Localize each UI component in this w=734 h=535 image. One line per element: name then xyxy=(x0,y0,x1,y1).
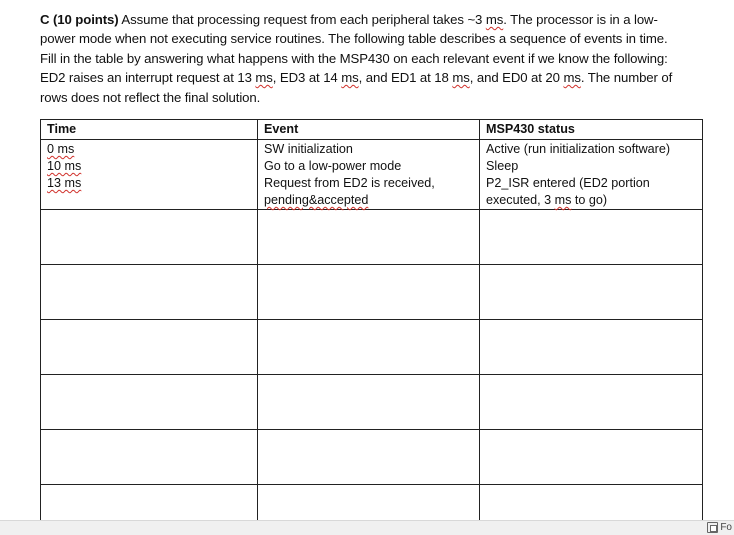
cell-event[interactable]: SW initialization xyxy=(258,140,480,159)
table-row xyxy=(41,175,703,210)
empty-cell[interactable] xyxy=(41,320,258,375)
table-row-empty xyxy=(41,265,703,320)
empty-cell[interactable] xyxy=(480,265,703,320)
bottom-bar xyxy=(0,520,734,535)
table-row xyxy=(41,158,703,175)
empty-cell[interactable] xyxy=(41,375,258,430)
empty-cell[interactable] xyxy=(480,210,703,265)
question-line-2: power mode when not executing service routines. The following table describes a sequence of events in time. xyxy=(40,31,668,47)
question-line-3: Fill in the table by answering what happens with the MSP430 on each relevant event if we know the following: xyxy=(40,50,668,66)
empty-cell[interactable] xyxy=(41,485,258,521)
table-header-row xyxy=(41,120,703,140)
paste-options-button[interactable]: Fo xyxy=(707,522,732,533)
empty-cell[interactable] xyxy=(258,320,480,375)
cell-status[interactable]: P2_ISR entered (ED2 portion executed, 3 ms to go) xyxy=(480,175,703,210)
paste-options-icon xyxy=(707,522,718,533)
header-status: MSP430 status xyxy=(480,120,703,140)
cell-time[interactable]: 10 ms xyxy=(41,158,258,175)
empty-cell[interactable] xyxy=(41,210,258,265)
cell-time[interactable]: 13 ms xyxy=(41,175,258,210)
table-row-empty xyxy=(41,320,703,375)
question-line-4: ED2 raises an interrupt request at 13 ms, ED3 at 14 ms, and ED1 at 18 ms, and ED0 at 20 ms. The number of xyxy=(40,70,673,86)
table-row-empty xyxy=(41,210,703,265)
empty-cell[interactable] xyxy=(258,430,480,485)
empty-cell[interactable] xyxy=(258,265,480,320)
empty-cell[interactable] xyxy=(258,485,480,521)
table-row-empty xyxy=(41,375,703,430)
empty-cell[interactable] xyxy=(480,320,703,375)
table-row-empty xyxy=(41,430,703,485)
empty-cell[interactable] xyxy=(258,210,480,265)
header-time: Time xyxy=(41,120,258,140)
question-text xyxy=(40,10,720,107)
cell-time[interactable]: 0 ms xyxy=(41,140,258,159)
question-label: C (10 points) xyxy=(40,12,119,27)
table-row-empty xyxy=(41,485,703,521)
cell-event[interactable]: Go to a low-power mode xyxy=(258,158,480,175)
empty-cell[interactable] xyxy=(41,430,258,485)
question-line-1: C (10 points) Assume that processing request from each peripheral takes ~3 ms. The processor is in a low- xyxy=(40,12,658,27)
empty-cell[interactable] xyxy=(258,375,480,430)
cell-status[interactable]: Active (run initialization software) xyxy=(480,140,703,159)
table-row xyxy=(41,140,703,159)
question-line-5: rows does not reflect the final solution. xyxy=(40,89,261,105)
empty-cell[interactable] xyxy=(480,485,703,521)
header-event: Event xyxy=(258,120,480,140)
empty-cell[interactable] xyxy=(480,375,703,430)
empty-cell[interactable] xyxy=(480,430,703,485)
events-table xyxy=(40,119,703,520)
empty-cell[interactable] xyxy=(41,265,258,320)
cell-status[interactable]: Sleep xyxy=(480,158,703,175)
cell-event[interactable]: Request from ED2 is received, pending&accepted xyxy=(258,175,480,210)
